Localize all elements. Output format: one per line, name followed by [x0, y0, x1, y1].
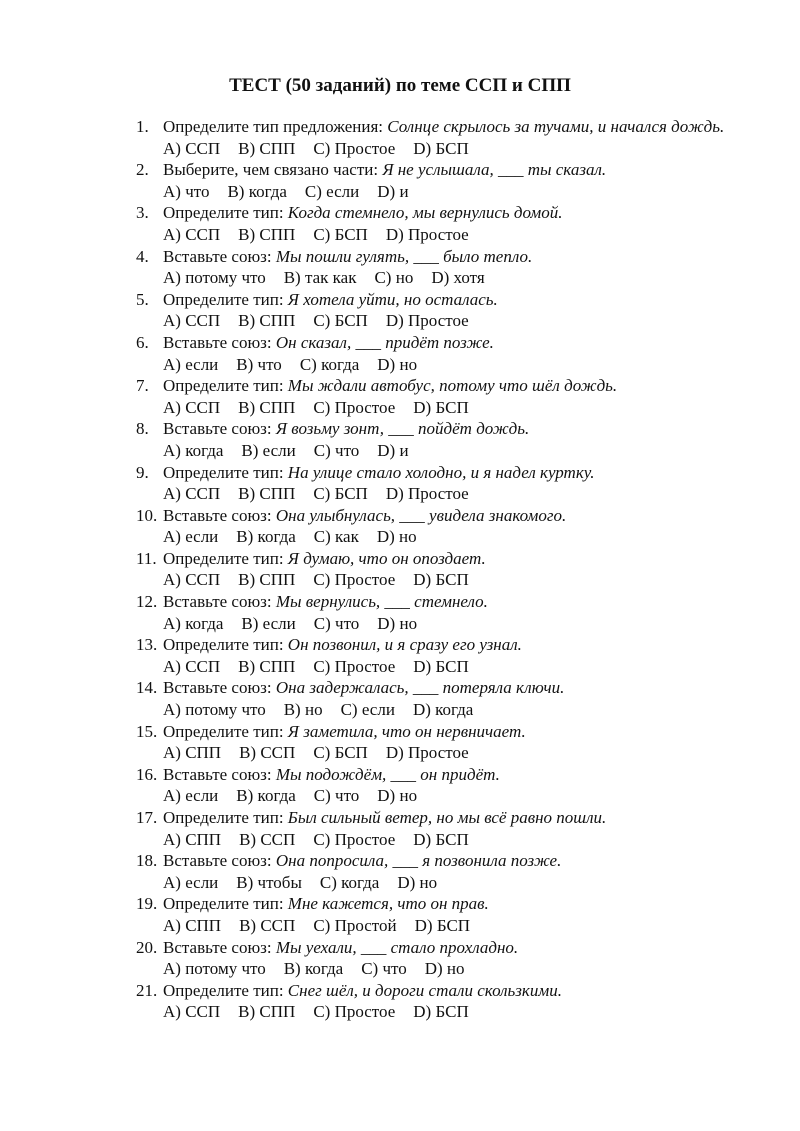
- answer-options: [0, 483, 800, 505]
- question-stem: Вставьте союз:: [163, 332, 276, 352]
- question-example: Она попросила, ___ я позвонила позже.: [275, 851, 562, 871]
- answer-option: A) ССП: [163, 1002, 221, 1022]
- answer-options: [0, 181, 800, 203]
- question-stem: Вставьте союз:: [163, 851, 276, 871]
- question-item: [0, 937, 800, 980]
- question-number: 8.: [136, 419, 149, 439]
- answer-option: A) ССП: [163, 311, 221, 331]
- answer-option: B) СПП: [238, 311, 296, 331]
- question-text: [0, 159, 753, 181]
- answer-option: D) но: [376, 527, 417, 547]
- answer-option: A) когда: [163, 440, 224, 460]
- answer-option: C) БСП: [313, 743, 368, 763]
- answer-option: D) когда: [412, 700, 474, 720]
- answer-option: B) ССП: [239, 915, 296, 935]
- answer-option: B) что: [236, 354, 282, 374]
- question-item: [0, 332, 800, 375]
- question-text: [0, 116, 753, 138]
- question-stem: Определите тип:: [163, 635, 288, 655]
- question-item: [0, 289, 800, 332]
- answer-option: A) СПП: [163, 915, 222, 935]
- answer-options: [0, 742, 800, 764]
- question-stem: Определите тип:: [163, 289, 288, 309]
- answer-option: B) если: [241, 613, 296, 633]
- question-text: [0, 548, 753, 570]
- answer-options: [0, 785, 800, 807]
- answer-option: C) когда: [319, 872, 380, 892]
- question-item: [0, 677, 800, 720]
- question-example: Я хотела уйти, но осталась.: [287, 289, 498, 309]
- question-number: 18.: [136, 851, 158, 871]
- answer-option: D) но: [377, 354, 418, 374]
- question-example: Он сказал, ___ придёт позже.: [275, 332, 494, 352]
- answer-option: C) Простое: [313, 1002, 396, 1022]
- question-stem: Определите тип:: [163, 376, 288, 396]
- answer-option: C) что: [361, 959, 407, 979]
- answer-options: [0, 613, 800, 635]
- answer-option: C) что: [313, 786, 360, 806]
- answer-option: A) если: [163, 354, 219, 374]
- question-item: [0, 246, 800, 289]
- answer-option: C) Простой: [313, 915, 397, 935]
- answer-option: A) СПП: [163, 743, 222, 763]
- answer-option: D) Простое: [385, 311, 469, 331]
- question-item: [0, 202, 800, 245]
- answer-option: B) СПП: [238, 570, 296, 590]
- answer-option: A) ССП: [163, 397, 221, 417]
- question-number: 4.: [136, 246, 149, 266]
- question-stem: Вставьте союз:: [163, 937, 276, 957]
- question-item: [0, 591, 800, 634]
- question-example: Я не услышала, ___ ты сказал.: [382, 160, 607, 180]
- answer-option: A) что: [163, 181, 210, 201]
- answer-option: C) Простое: [313, 570, 396, 590]
- answer-option: C) БСП: [313, 484, 368, 504]
- document-title: ТЕСТ (50 заданий) по теме ССП и СПП: [229, 75, 571, 96]
- answer-option: C) что: [313, 613, 360, 633]
- question-list: [0, 116, 800, 1023]
- question-number: 11.: [136, 548, 157, 568]
- question-number: 10.: [136, 505, 158, 525]
- question-example: Он позвонил, и я сразу его узнал.: [287, 635, 522, 655]
- answer-options: [0, 354, 800, 376]
- question-number: 17.: [136, 808, 158, 827]
- question-item: [0, 893, 800, 936]
- answer-option: D) и: [377, 440, 409, 460]
- answer-options: [0, 310, 800, 332]
- question-item: [0, 505, 800, 548]
- answer-option: C) если: [340, 700, 395, 720]
- question-stem: Определите тип:: [163, 462, 288, 482]
- answer-option: B) СПП: [238, 656, 296, 676]
- answer-options: [0, 267, 800, 289]
- question-text: [0, 721, 753, 743]
- question-example: Мы вернулись, ___ стемнело.: [275, 592, 488, 612]
- question-text: [0, 677, 753, 699]
- question-stem: Определите тип:: [163, 203, 288, 223]
- answer-option: C) Простое: [313, 138, 396, 158]
- question-text: [0, 375, 753, 397]
- answer-options: [0, 138, 800, 160]
- question-item: [0, 375, 800, 418]
- answer-option: C) когда: [299, 354, 360, 374]
- answer-option: D) БСП: [413, 1002, 469, 1022]
- answer-option: A) потому что: [163, 268, 266, 288]
- answer-option: C) Простое: [313, 656, 396, 676]
- question-number: 6.: [136, 332, 149, 352]
- answer-option: A) ССП: [163, 656, 221, 676]
- answer-option: D) но: [424, 959, 465, 979]
- answer-option: D) БСП: [413, 656, 469, 676]
- question-item: [0, 634, 800, 677]
- answer-option: A) потому что: [163, 959, 266, 979]
- answer-option: D) и: [377, 181, 409, 201]
- answer-option: D) Простое: [385, 224, 469, 244]
- answer-option: C) Простое: [313, 829, 396, 849]
- question-stem: Определите тип:: [163, 548, 288, 568]
- answer-option: D) но: [377, 786, 418, 806]
- answer-option: A) если: [163, 872, 219, 892]
- answer-option: A) ССП: [163, 138, 221, 158]
- answer-option: D) Простое: [385, 743, 469, 763]
- question-text: [0, 505, 753, 527]
- answer-option: C) но: [374, 268, 414, 288]
- question-example: Мне кажется, что он прав.: [287, 894, 489, 914]
- answer-option: C) Простое: [313, 397, 396, 417]
- question-item: [0, 159, 800, 202]
- answer-option: D) БСП: [413, 397, 469, 417]
- question-number: 13.: [136, 635, 158, 655]
- answer-options: [0, 958, 800, 980]
- answer-option: B) ССП: [239, 743, 296, 763]
- answer-options: [0, 656, 800, 678]
- answer-option: B) СПП: [238, 138, 296, 158]
- answer-option: B) когда: [227, 181, 287, 201]
- question-number: 21.: [136, 980, 158, 1000]
- question-stem: Вставьте союз:: [163, 678, 276, 698]
- question-example: На улице стало холодно, и я надел куртку.: [287, 462, 595, 482]
- question-stem: Определите тип:: [163, 894, 288, 914]
- question-number: 5.: [136, 289, 149, 309]
- question-text: [0, 850, 753, 872]
- question-item: [0, 980, 800, 1023]
- answer-option: C) БСП: [313, 224, 368, 244]
- question-stem: Вставьте союз:: [163, 246, 276, 266]
- answer-option: C) что: [313, 440, 360, 460]
- question-example: Я думаю, что он опоздает.: [287, 548, 486, 568]
- question-stem: Выберите, чем связано части:: [163, 160, 383, 180]
- question-stem: Определите тип:: [163, 721, 288, 741]
- answer-option: A) ССП: [163, 570, 221, 590]
- question-stem: Вставьте союз:: [163, 592, 276, 612]
- question-stem: Определите тип:: [163, 980, 288, 1000]
- question-example: Мы ждали автобус, потому что шёл дождь.: [287, 376, 618, 396]
- answer-options: [0, 526, 800, 548]
- answer-option: D) БСП: [413, 570, 469, 590]
- answer-option: D) БСП: [413, 138, 469, 158]
- question-number: 2.: [136, 160, 149, 180]
- answer-option: A) если: [163, 527, 219, 547]
- answer-option: D) но: [377, 613, 418, 633]
- question-example: Солнце скрылось за тучами, и начался дождь.: [387, 117, 725, 136]
- question-number: 7.: [136, 376, 149, 396]
- question-stem: Вставьте союз:: [163, 419, 276, 439]
- question-text: [0, 202, 753, 224]
- answer-option: D) БСП: [414, 915, 471, 935]
- question-number: 12.: [136, 592, 158, 612]
- answer-options: [0, 699, 800, 721]
- question-example: Она улыбнулась, ___ увидела знакомого.: [275, 505, 567, 525]
- answer-option: B) так как: [283, 268, 357, 288]
- question-item: [0, 807, 800, 850]
- answer-options: [0, 829, 800, 851]
- question-example: Мы уехали, ___ стало прохладно.: [275, 937, 519, 957]
- question-item: [0, 764, 800, 807]
- answer-option: B) СПП: [238, 484, 296, 504]
- answer-option: C) если: [304, 181, 360, 201]
- question-text: [0, 893, 753, 915]
- question-example: Мы подождём, ___ он придёт.: [275, 764, 500, 784]
- question-text: [0, 980, 753, 1002]
- answer-options: [0, 915, 800, 937]
- answer-option: A) ССП: [163, 484, 221, 504]
- question-text: [0, 807, 753, 829]
- answer-option: A) ССП: [163, 224, 221, 244]
- question-text: [0, 462, 753, 484]
- answer-options: [0, 1001, 800, 1023]
- answer-option: B) если: [241, 440, 296, 460]
- answer-option: B) СПП: [238, 224, 296, 244]
- answer-option: B) но: [283, 700, 323, 720]
- question-example: Был сильный ветер, но мы всё равно пошли.: [287, 808, 607, 827]
- question-text: [0, 937, 753, 959]
- question-item: [0, 721, 800, 764]
- question-text: [0, 418, 753, 440]
- answer-options: [0, 440, 800, 462]
- question-example: Мы пошли гулять, ___ было тепло.: [275, 246, 533, 266]
- question-number: 9.: [136, 462, 149, 482]
- answer-options: [0, 569, 800, 591]
- question-text: [0, 246, 753, 268]
- question-text: [0, 591, 753, 613]
- answer-option: A) если: [163, 786, 219, 806]
- answer-option: A) когда: [163, 613, 224, 633]
- answer-option: B) когда: [236, 786, 296, 806]
- question-number: 19.: [136, 894, 158, 914]
- question-text: [0, 332, 753, 354]
- question-number: 16.: [136, 764, 158, 784]
- question-item: [0, 850, 800, 893]
- answer-option: B) ССП: [239, 829, 296, 849]
- answer-option: B) когда: [236, 527, 296, 547]
- answer-option: C) БСП: [313, 311, 368, 331]
- question-example: Я возьму зонт, ___ пойдёт дождь.: [275, 419, 530, 439]
- question-number: 14.: [136, 678, 158, 698]
- answer-option: C) как: [313, 527, 359, 547]
- answer-option: D) Простое: [385, 484, 469, 504]
- answer-option: B) СПП: [238, 1002, 296, 1022]
- question-item: [0, 418, 800, 461]
- question-item: [0, 548, 800, 591]
- question-text: [0, 764, 753, 786]
- question-example: Я заметила, что он нервничает.: [287, 721, 526, 741]
- question-stem: Определите тип предложения:: [163, 117, 388, 136]
- answer-option: B) СПП: [238, 397, 296, 417]
- answer-option: A) СПП: [163, 829, 222, 849]
- question-number: 3.: [136, 203, 149, 223]
- question-text: [0, 634, 753, 656]
- question-item: [0, 116, 800, 159]
- answer-option: A) потому что: [163, 700, 266, 720]
- question-example: Когда стемнело, мы вернулись домой.: [287, 203, 563, 223]
- question-stem: Определите тип:: [163, 808, 288, 827]
- question-number: 20.: [136, 937, 158, 957]
- answer-options: [0, 397, 800, 419]
- answer-options: [0, 224, 800, 246]
- question-text: [0, 289, 753, 311]
- question-stem: Вставьте союз:: [163, 764, 276, 784]
- answer-option: D) но: [397, 872, 438, 892]
- question-item: [0, 462, 800, 505]
- question-number: 15.: [136, 721, 158, 741]
- answer-option: B) когда: [283, 959, 344, 979]
- answer-option: B) чтобы: [236, 872, 302, 892]
- question-example: Снег шёл, и дороги стали скользкими.: [287, 980, 562, 1000]
- question-stem: Вставьте союз:: [163, 505, 276, 525]
- answer-options: [0, 872, 800, 894]
- answer-option: D) хотя: [431, 268, 485, 288]
- question-example: Она задержалась, ___ потеряла ключи.: [275, 678, 565, 698]
- question-number: 1.: [136, 117, 149, 136]
- answer-option: D) БСП: [413, 829, 469, 849]
